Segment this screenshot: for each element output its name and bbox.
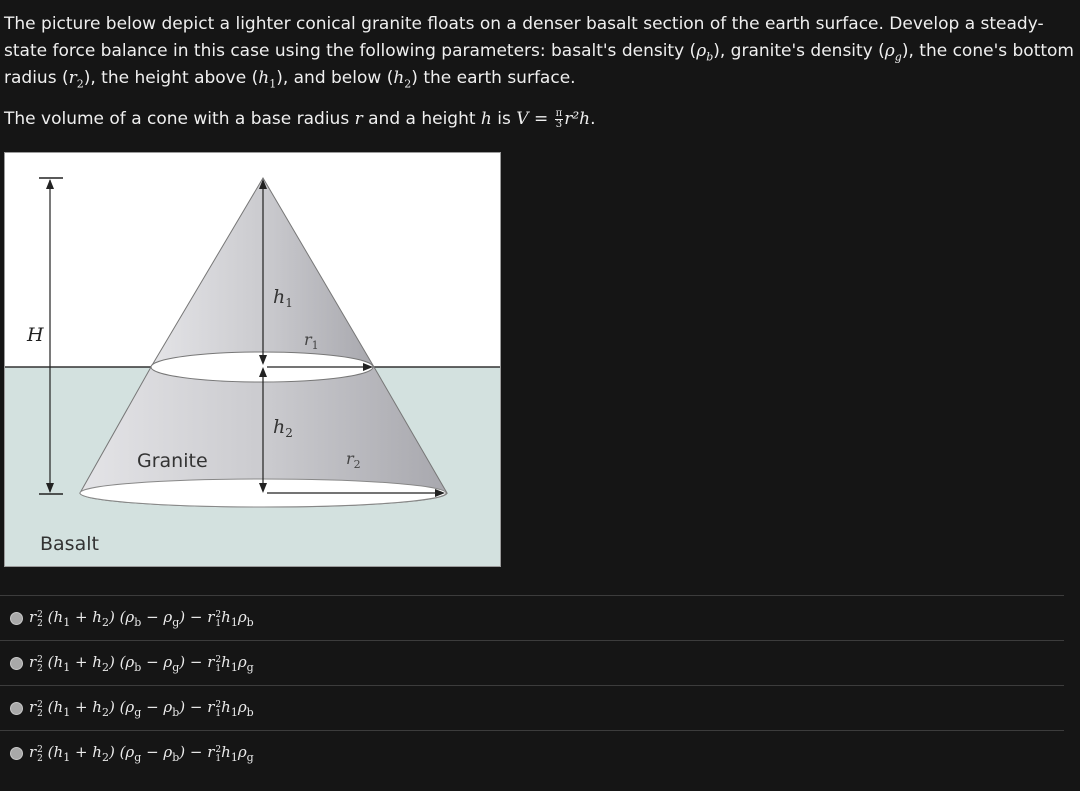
answer-expression: r 2 2 $(h_1 + h_2) (\rho_b - \rho_g) - r$ 2 1 $h_1\rho_g$ bbox=[29, 652, 254, 674]
answer-option-1[interactable] bbox=[0, 595, 1064, 640]
question-paragraph: The picture below depict a lighter conical granite floats on a denser basalt section of the earth surface. Develop a steady-state force balance in this case using the following parameters: basalt's density $(\rho_b)$, granite's density $(\rho_g)$, the cone's bottom radius $(r_2)$, the height above $(h_1)$, and below $(h_2)$ the earth surface. bbox=[4, 14, 1074, 91]
radio-button[interactable] bbox=[10, 702, 23, 715]
answer-option-2[interactable] bbox=[0, 640, 1064, 685]
answer-expression: r 2 2 $(h_1 + h_2) (\rho_b - \rho_g) - r$ 2 1 $h_1\rho_b$ bbox=[29, 607, 254, 629]
label-r2: $r_2$ bbox=[346, 449, 361, 471]
pi-over-three: $\frac{\pi}{3}$ bbox=[555, 107, 563, 130]
answer-choices bbox=[0, 595, 1064, 775]
radio-button[interactable] bbox=[10, 612, 23, 625]
label-r1: $r_1$ bbox=[304, 330, 319, 352]
label-h1: $h_1$ bbox=[273, 286, 293, 310]
volume-hint: The volume of a cone with a base radius r and a height h is V = $\frac{\pi}{3}$ r²h. bbox=[4, 107, 596, 130]
radio-button[interactable] bbox=[10, 657, 23, 670]
label-granite: Granite bbox=[137, 450, 208, 472]
cone-diagram bbox=[4, 152, 501, 567]
question-text bbox=[4, 11, 1074, 133]
answer-expression: r 2 2 $(h_1 + h_2) (\rho_g - \rho_b) - r$ 2 1 $h_1\rho_b$ bbox=[29, 697, 254, 719]
label-h2: $h_2$ bbox=[273, 416, 293, 440]
answer-expression: r 2 2 $(h_1 + h_2) (\rho_g - \rho_b) - r$ 2 1 $h_1\rho_g$ bbox=[29, 742, 254, 764]
answer-option-3[interactable] bbox=[0, 685, 1064, 730]
radio-button[interactable] bbox=[10, 747, 23, 760]
label-basalt: Basalt bbox=[40, 533, 99, 555]
answer-option-4[interactable] bbox=[0, 730, 1064, 775]
cone-diagram-svg bbox=[5, 153, 501, 567]
label-H: H bbox=[27, 324, 44, 346]
